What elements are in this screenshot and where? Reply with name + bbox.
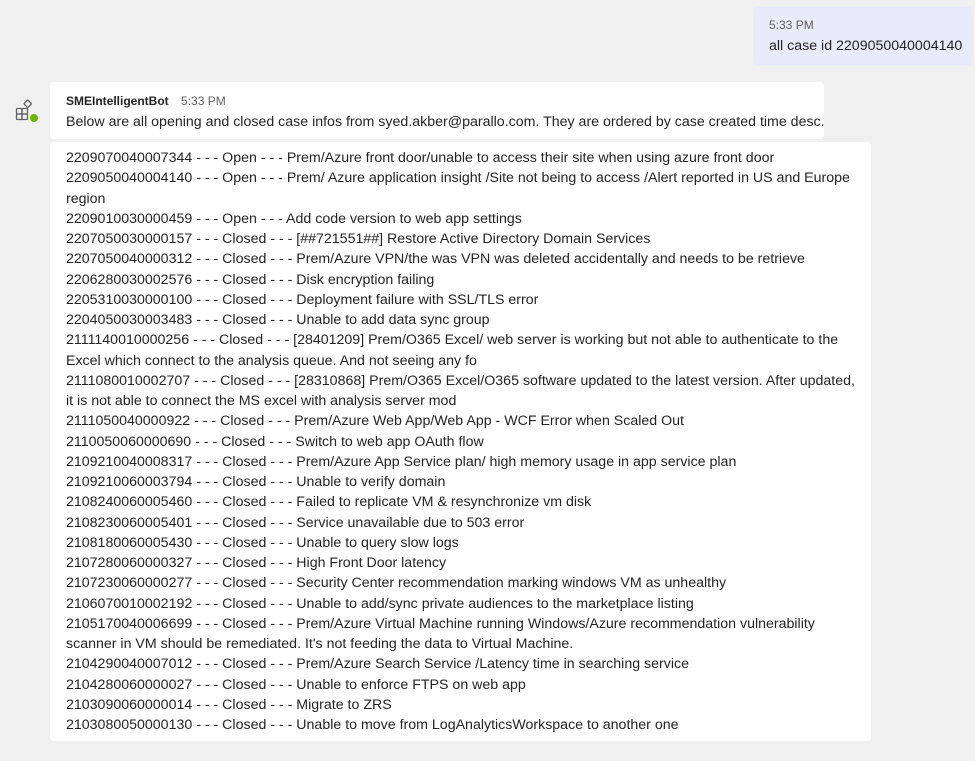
case-list-item: 2209010030000459 - - - Open - - - Add code version to web app settings (66, 210, 522, 227)
case-list-item: 2209070040007344 - - - Open - - - Prem/Azure front door/unable to access their site when using azure front door (66, 150, 775, 166)
bot-message-timestamp: 5:33 PM (181, 94, 226, 108)
case-list-card (50, 142, 871, 741)
bot-message-header-card (50, 82, 824, 139)
case-list-item: 2108240060005460 - - - Closed - - - Failed to replicate VM & resynchronize vm disk (66, 494, 592, 511)
case-list-item: 2104280060000027 - - - Closed - - - Unable to enforce FTPS on web app (66, 676, 526, 693)
case-list-item: 2108230060005401 - - - Closed - - - Service unavailable due to 503 error (66, 514, 525, 531)
user-message-bubble (753, 7, 973, 65)
case-list-item: 2110050060000690 - - - Closed - - - Switch to web app OAuth flow (66, 433, 484, 450)
user-message-text: all case id 2209050040004140 (769, 38, 963, 54)
case-list-item: 2107280060000327 - - - Closed - - - High Front Door latency (66, 555, 447, 571)
case-list-item: 2109210060003794 - - - Closed - - - Unable to verify domain (66, 474, 446, 490)
case-list-item: 2103090060000014 - - - Closed - - - Migrate to ZRS (66, 696, 392, 713)
case-list-item: 2207050040000312 - - - Closed - - - Prem/Azure VPN/the was VPN was deleted accidentally and needs to be retrieve (66, 251, 805, 268)
online-status-icon (29, 113, 39, 123)
bot-intro-text: Below are all opening and closed case infos from syed.akber@parallo.com. They are ordered by case created time desc. (66, 114, 825, 130)
case-list-item: 2104290040007012 - - - Closed - - - Prem/Azure Search Service /Latency time in searching service (66, 656, 689, 673)
case-list-item: 2205310030000100 - - - Closed - - - Deployment failure with SSL/TLS error (66, 291, 539, 308)
case-list-item: 2207050030000157 - - - Closed - - - [##721551##] Restore Active Directory Domain Services (66, 231, 651, 247)
case-list-item: 2111050040000922 - - - Closed - - - Prem/Azure Web App/Web App - WCF Error when Scaled Out (66, 413, 684, 430)
case-list-item: 2111140010000256 - - - Closed - - - [28401209] Prem/O365 Excel/ web server is working but not able to authenticate to the Excel which connect to the analysis queue. And not seeing any fo (66, 332, 839, 369)
case-list-item: 2109210040008317 - - - Closed - - - Prem/Azure App Service plan/ high memory usage in app service plan (66, 453, 737, 470)
bot-name: SMEIntelligentBot (66, 94, 169, 108)
case-list-item: 2108180060005430 - - - Closed - - - Unable to query slow logs (66, 534, 459, 551)
case-list-item: 2206280030002576 - - - Closed - - - Disk encryption failing (66, 271, 435, 288)
case-list-item: 2103080050000130 - - - Closed - - - Unable to move from LogAnalyticsWorkspace to another one (66, 717, 679, 733)
bot-message-meta (66, 94, 824, 108)
case-list (66, 148, 859, 735)
case-list-item: 2204050030003483 - - - Closed - - - Unable to add data sync group (66, 312, 490, 328)
case-list-item: 2106070010002192 - - - Closed - - - Unable to add/sync private audiences to the marketplace listing (66, 595, 694, 612)
case-list-item: 2105170040006699 - - - Closed - - - Prem/Azure Virtual Machine running Windows/Azure recommendation vulnerability scanner in VM should be remediated. It's not feeding the data to Virtual Machine. (66, 615, 815, 652)
user-message-timestamp: 5:33 PM (769, 18, 814, 32)
case-list-item: 2107230060000277 - - - Closed - - - Security Center recommendation marking windows VM as unhealthy (66, 575, 727, 592)
case-list-item: 2209050040004140 - - - Open - - - Prem/ Azure application insight /Site not being to access /Alert reported in US and Europe region (66, 170, 850, 207)
case-list-item: 2111080010002707 - - - Closed - - - [28310868] Prem/O365 Excel/O365 software updated to the latest version. After updated, it is not able to connect the MS excel with analysis server mod (66, 372, 855, 409)
